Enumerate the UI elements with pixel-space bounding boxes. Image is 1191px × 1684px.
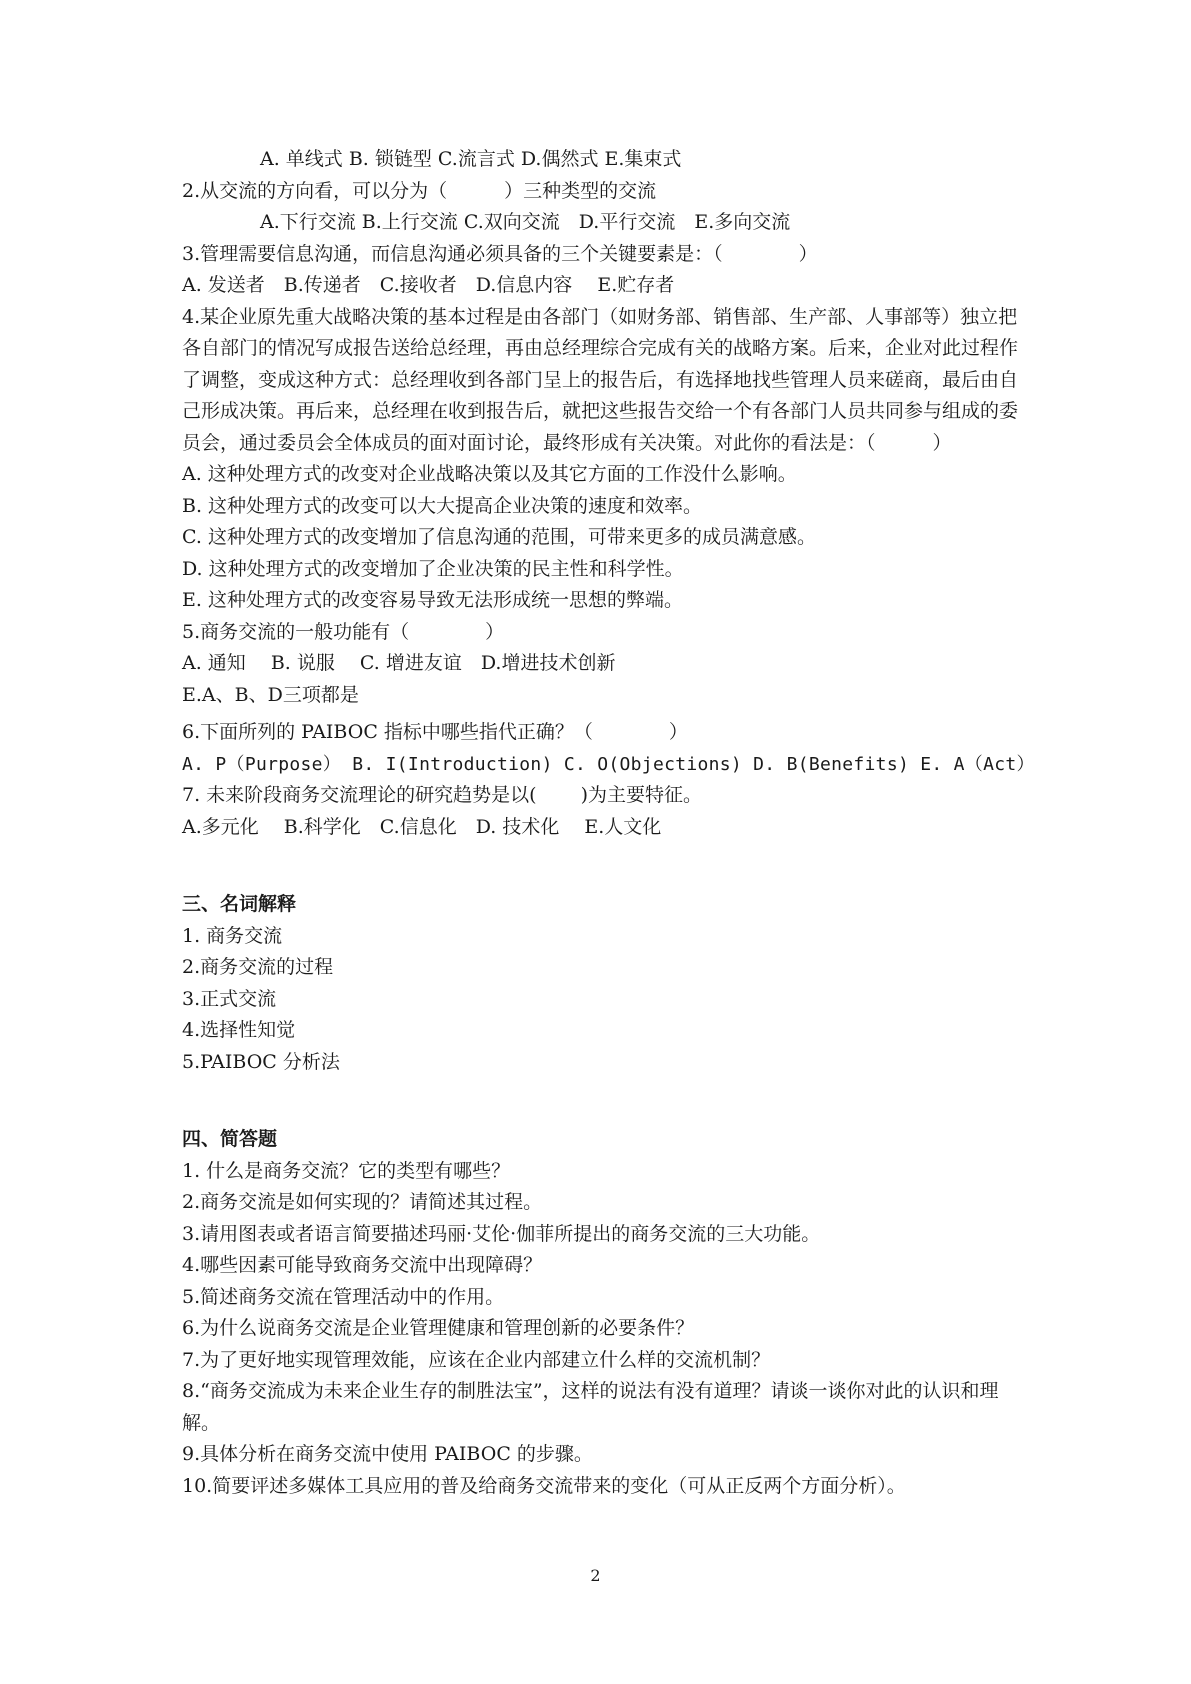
question-item: 3.请用图表或者语言简要描述玛丽·艾伦·伽菲所提出的商务交流的三大功能。	[182, 1222, 821, 1245]
question-item: 8.“商务交流成为未来企业生存的制胜法宝”，这样的说法有没有道理？请谈一谈你对此的认识和理解。	[182, 1380, 999, 1434]
term-item: 1. 商务交流	[182, 924, 283, 947]
q2-options: A.下行交流 B.上行交流 C.双向交流 D.平行交流 E.多向交流	[260, 211, 791, 233]
q6-stem: 6.下面所列的 PAIBOC 指标中哪些指代正确？（ ）	[182, 721, 688, 743]
question-item: 6.为什么说商务交流是企业管理健康和管理创新的必要条件？	[182, 1317, 695, 1339]
q4-stem: 4.某企业原先重大战略决策的基本过程是由各部门（如财务部、销售部、生产部、人事部等）独立把各自部门的情况写成报告送给总经理，再由总经理综合完成有关的战略方案。后来，企业对此过程作了调整，变成这种方式：总经理收到各部门呈上的报告后，有选择地找些管理人员来磋商，最后由自己形成决策。再后来，总经理在收到报告后，就把这些报告交给一个有各部门人员共同参与组成的委员会，通过委员会全体成员的面对面讨论，最终形成有关决策。对此你的看法是：（ ）	[182, 305, 1019, 454]
q3-stem: 3.管理需要信息沟通，而信息沟通必须具备的三个关键要素是：（ ）	[182, 242, 818, 265]
q1-options: A. 单线式 B. 锁链型 C.流言式 D.偶然式 E.集束式	[260, 148, 682, 170]
term-item: 5.PAIBOC 分析法	[182, 1050, 340, 1073]
question-item: 1. 什么是商务交流？它的类型有哪些？	[182, 1159, 511, 1182]
section-spacer	[182, 1078, 1022, 1124]
q4-option-d: D. 这种处理方式的改变增加了企业决策的民主性和科学性。	[182, 557, 684, 580]
question-item: 5.简述商务交流在管理活动中的作用。	[182, 1285, 505, 1308]
q3-options: A. 发送者 B.传递者 C.接收者 D.信息内容 E.贮存者	[182, 274, 675, 296]
term-item: 3.正式交流	[182, 987, 277, 1010]
q6-options: A. P（Purpose） B. I(Introduction) C. O(Objections) D. B(Benefits) E. A（Act）	[182, 753, 1035, 775]
q4-option-b: B. 这种处理方式的改变可以大大提高企业决策的速度和效率。	[182, 494, 703, 517]
q4-option-a: A. 这种处理方式的改变对企业战略决策以及其它方面的工作没什么影响。	[182, 463, 797, 485]
q7-stem: 7. 未来阶段商务交流理论的研究趋势是以( )为主要特征。	[182, 784, 703, 806]
question-item: 7.为了更好地实现管理效能，应该在企业内部建立什么样的交流机制？	[182, 1348, 771, 1371]
question-item: 2.商务交流是如何实现的？请简述其过程。	[182, 1191, 543, 1213]
page-number: 2	[590, 1566, 601, 1585]
question-item: 4.哪些因素可能导致商务交流中出现障碍？	[182, 1254, 543, 1276]
q7-options: A.多元化 B.科学化 C.信息化 D. 技术化 E.人文化	[182, 815, 662, 838]
term-item: 4.选择性知觉	[182, 1019, 296, 1041]
section-spacer	[182, 843, 1022, 889]
q5-option-e: E.A、B、D三项都是	[182, 683, 359, 706]
q5-stem: 5.商务交流的一般功能有（ ）	[182, 620, 505, 643]
term-item: 2.商务交流的过程	[182, 956, 334, 978]
terms-heading: 三、名词解释	[182, 893, 297, 915]
document-page	[182, 144, 1035, 1502]
short-answer-heading: 四、简答题	[182, 1128, 278, 1150]
q5-options: A. 通知 B. 说服 C. 增进友谊 D.增进技术创新	[182, 652, 616, 674]
q4-option-e: E. 这种处理方式的改变容易导致无法形成统一思想的弊端。	[182, 589, 683, 611]
question-item: 9.具体分析在商务交流中使用 PAIBOC 的步骤。	[182, 1443, 593, 1465]
q4-option-c: C. 这种处理方式的改变增加了信息沟通的范围，可带来更多的成员满意感。	[182, 526, 816, 548]
question-item: 10.简要评述多媒体工具应用的普及给商务交流带来的变化（可从正反两个方面分析）。	[182, 1474, 906, 1497]
q2-stem: 2.从交流的方向看，可以分为（ ）三种类型的交流	[182, 179, 657, 202]
